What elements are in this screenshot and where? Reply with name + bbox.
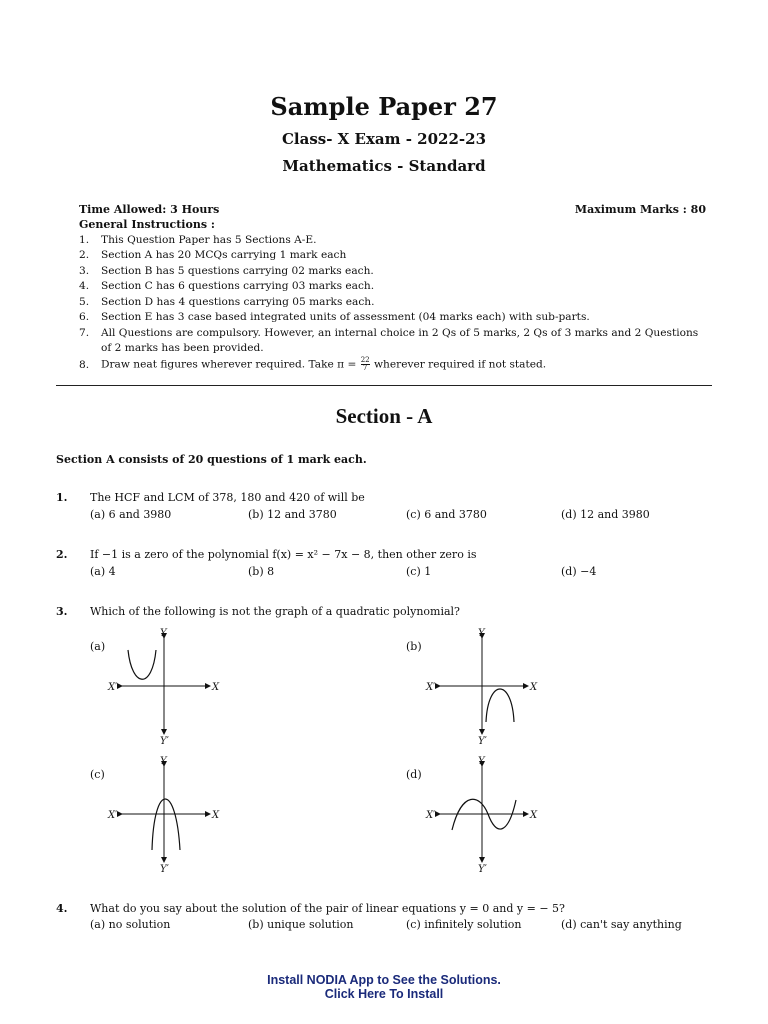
- graph-c: [100, 754, 230, 874]
- graph-a: [100, 626, 230, 746]
- x-prime-label: X′: [426, 810, 436, 821]
- instruction-item: 8. Draw neat figures wherever required. Take π = $\frac{22}{7}$ wherever required if not stated.: [79, 356, 547, 372]
- question-number: 1.: [56, 491, 68, 504]
- y-prime-label: Y′: [478, 864, 487, 874]
- graph-b-label: (b): [406, 640, 422, 653]
- graph-c-label: (c): [90, 768, 105, 781]
- instruction-item: 7. All Questions are compulsory. However, an internal choice in 2 Qs of 5 marks, 2 Qs of 3 marks and 2 Questions: [79, 327, 699, 339]
- downward-parabola: [486, 689, 514, 722]
- option-d: (d) −4: [561, 565, 597, 578]
- footer-line-2[interactable]: Click Here To Install: [324, 987, 444, 1001]
- option-c: (c) infinitely solution: [406, 918, 522, 931]
- instruction-item: 1. This Question Paper has 5 Sections A-E.: [79, 234, 317, 246]
- option-a: (a) 4: [90, 565, 116, 578]
- y-label: Y: [478, 628, 485, 639]
- option-b: (b) unique solution: [248, 918, 354, 931]
- pi-fraction: $\frac{22}{7}$: [360, 356, 370, 372]
- y-prime-label: Y′: [160, 736, 169, 746]
- question-text: Which of the following is not the graph of a quadratic polynomial?: [90, 605, 460, 618]
- question-text: The HCF and LCM of 378, 180 and 420 of will be: [90, 491, 365, 504]
- divider: [56, 385, 712, 386]
- y-prime-label: Y′: [478, 736, 487, 746]
- question-number: 4.: [56, 902, 68, 915]
- x-prime-label: X′: [108, 810, 118, 821]
- instructions-heading: General Instructions :: [79, 218, 215, 231]
- y-label: Y: [160, 628, 167, 639]
- option-b: (b) 8: [248, 565, 275, 578]
- x-label: X: [530, 810, 538, 821]
- option-d: (d) can't say anything: [561, 918, 682, 931]
- instruction-item: 6. Section E has 3 case based integrated units of assessment (04 marks each) with sub-parts.: [79, 311, 590, 323]
- option-a: (a) no solution: [90, 918, 171, 931]
- question-number: 3.: [56, 605, 68, 618]
- footer-line-1[interactable]: Install NODIA App to See the Solutions.: [267, 973, 501, 987]
- graph-a-label: (a): [90, 640, 106, 653]
- instruction-item: 2. Section A has 20 MCQs carrying 1 mark each: [79, 249, 347, 261]
- class-line: Class- X Exam - 2022-23: [281, 130, 487, 148]
- subject-line: Mathematics - Standard: [282, 157, 486, 175]
- x-label: X: [212, 682, 220, 693]
- x-prime-label: X′: [108, 682, 118, 693]
- install-app-link[interactable]: [0, 973, 768, 1001]
- graph-d-label: (d): [406, 768, 422, 781]
- x-label: X: [212, 810, 220, 821]
- question-text: What do you say about the solution of the pair of linear equations y = 0 and y = − 5?: [90, 902, 565, 915]
- downward-parabola: [152, 799, 180, 850]
- option-c: (c) 6 and 3780: [406, 508, 487, 521]
- max-marks: Maximum Marks : 80: [574, 203, 706, 216]
- paper-title: Sample Paper 27: [270, 92, 498, 121]
- instruction-item-continued: of 2 marks has been provided.: [101, 342, 264, 354]
- time-allowed: Time Allowed: 3 Hours: [79, 203, 220, 216]
- instruction-item: 3. Section B has 5 questions carrying 02 marks each.: [79, 265, 374, 277]
- y-label: Y: [160, 756, 167, 767]
- option-d: (d) 12 and 3980: [561, 508, 650, 521]
- question-number: 2.: [56, 548, 68, 561]
- y-prime-label: Y′: [160, 864, 169, 874]
- section-title: Section - A: [335, 404, 433, 428]
- graph-b: [418, 626, 548, 746]
- cubic-curve: [452, 799, 516, 830]
- x-label: X: [530, 682, 538, 693]
- instruction-item: 5. Section D has 4 questions carrying 05 marks each.: [79, 296, 375, 308]
- question-text: If −1 is a zero of the polynomial f(x) = x² − 7x − 8, then other zero is: [90, 548, 477, 561]
- upward-parabola: [128, 650, 156, 679]
- x-prime-label: X′: [426, 682, 436, 693]
- instruction-item: 4. Section C has 6 questions carrying 03 marks each.: [79, 280, 375, 292]
- option-c: (c) 1: [406, 565, 432, 578]
- option-a: (a) 6 and 3980: [90, 508, 172, 521]
- section-intro: Section A consists of 20 questions of 1 mark each.: [56, 453, 367, 466]
- option-b: (b) 12 and 3780: [248, 508, 337, 521]
- graph-d: [418, 754, 548, 874]
- y-label: Y: [478, 756, 485, 767]
